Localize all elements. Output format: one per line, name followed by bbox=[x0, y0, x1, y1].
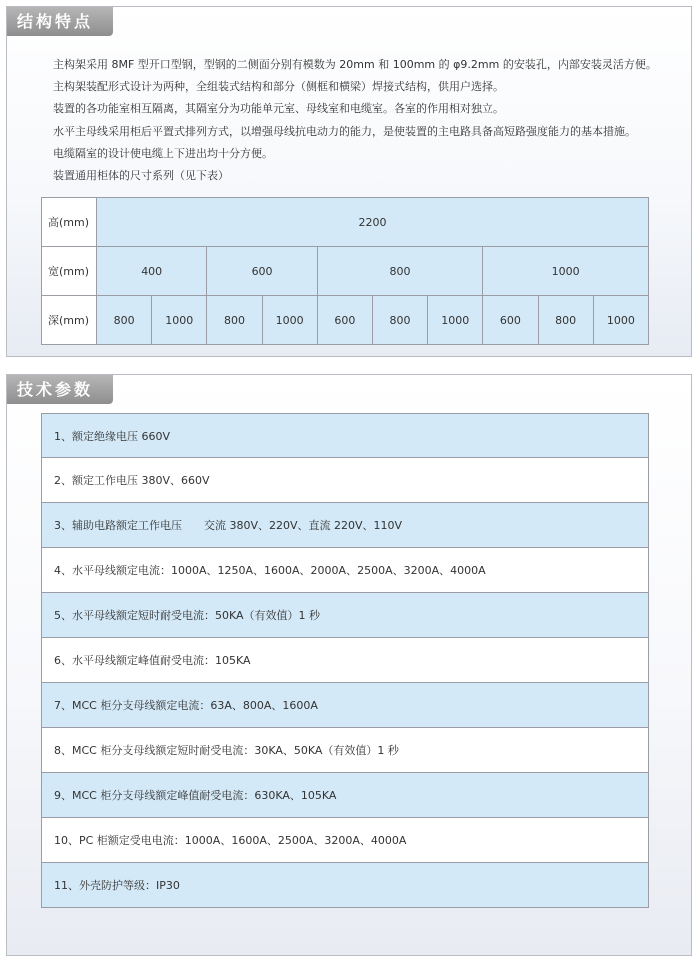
depth-value-cell: 800 bbox=[538, 296, 593, 345]
width-value-cell: 800 bbox=[317, 247, 483, 296]
width-value-cell: 600 bbox=[207, 247, 317, 296]
height-label: 高(mm) bbox=[42, 198, 97, 247]
tech-param-row: 10、PC 柜额定受电电流：1000A、1600A、2500A、3200A、4000A bbox=[41, 818, 649, 863]
tech-param-row: 1、额定绝缘电压 660V bbox=[41, 413, 649, 458]
structure-paragraph: 主构架装配形式设计为两种，全组装式结构和部分（侧框和横梁）焊接式结构，供用户选择。 bbox=[53, 80, 504, 94]
tech-param-row: 9、MCC 柜分支母线额定峰值耐受电流：630KA、105KA bbox=[41, 773, 649, 818]
tech-param-row: 6、水平母线额定峰值耐受电流：105KA bbox=[41, 638, 649, 683]
depth-value-cell: 800 bbox=[97, 296, 152, 345]
width-row bbox=[42, 247, 649, 296]
width-value-cell: 400 bbox=[97, 247, 207, 296]
tech-param-row: 8、MCC 柜分支母线额定短时耐受电流：30KA、50KA（有效值）1 秒 bbox=[41, 728, 649, 773]
structure-paragraph: 主构架采用 8MF 型开口型钢，型钢的二侧面分别有模数为 20mm 和 100mm 的 φ9.2mm 的安装孔，内部安装灵活方便。 bbox=[53, 58, 657, 71]
depth-value-cell: 1000 bbox=[262, 296, 317, 345]
depth-value-cell: 800 bbox=[207, 296, 262, 345]
tech-param-row: 4、水平母线额定电流：1000A、1250A、1600A、2000A、2500A、3200A、4000A bbox=[41, 548, 649, 593]
structure-paragraph: 电缆隔室的设计使电缆上下进出均十分方便。 bbox=[53, 146, 273, 160]
cabinet-dimensions-table bbox=[41, 197, 649, 345]
depth-value-cell: 600 bbox=[317, 296, 372, 345]
depth-value-cell: 1000 bbox=[428, 296, 483, 345]
depth-value-cell: 1000 bbox=[593, 296, 648, 345]
height-row bbox=[42, 198, 649, 247]
depth-value-cell: 1000 bbox=[152, 296, 207, 345]
width-value-cell: 1000 bbox=[483, 247, 649, 296]
tech-param-row: 7、MCC 柜分支母线额定电流：63A、800A、1600A bbox=[41, 683, 649, 728]
structure-panel bbox=[6, 6, 692, 357]
tech-param-row: 5、水平母线额定短时耐受电流：50KA（有效值）1 秒 bbox=[41, 593, 649, 638]
tech-params-list bbox=[41, 413, 649, 908]
depth-value-cell: 800 bbox=[372, 296, 427, 345]
depth-label: 深(mm) bbox=[42, 296, 97, 345]
structure-paragraph-list bbox=[53, 54, 683, 187]
structure-paragraph: 装置的各功能室相互隔离，其隔室分为功能单元室、母线室和电缆室。各室的作用相对独立。 bbox=[53, 102, 504, 116]
tech-param-row: 2、额定工作电压 380V、660V bbox=[41, 458, 649, 503]
height-value: 2200 bbox=[97, 198, 649, 247]
width-label: 宽(mm) bbox=[42, 247, 97, 296]
tech-param-row: 11、外壳防护等级：IP30 bbox=[41, 863, 649, 908]
structure-paragraph: 装置通用柜体的尺寸系列（见下表） bbox=[53, 168, 229, 182]
tech-section-title: 技术参数 bbox=[7, 375, 113, 404]
tech-params-panel bbox=[6, 374, 692, 956]
depth-row bbox=[42, 296, 649, 345]
depth-value-cell: 600 bbox=[483, 296, 538, 345]
structure-paragraph: 水平主母线采用柜后平置式排列方式，以增强母线抗电动力的能力，是使装置的主电路具备高短路强度能力的基本措施。 bbox=[53, 124, 636, 138]
tech-param-row: 3、辅助电路额定工作电压 交流 380V、220V、直流 220V、110V bbox=[41, 503, 649, 548]
structure-section-title: 结构特点 bbox=[7, 7, 113, 36]
